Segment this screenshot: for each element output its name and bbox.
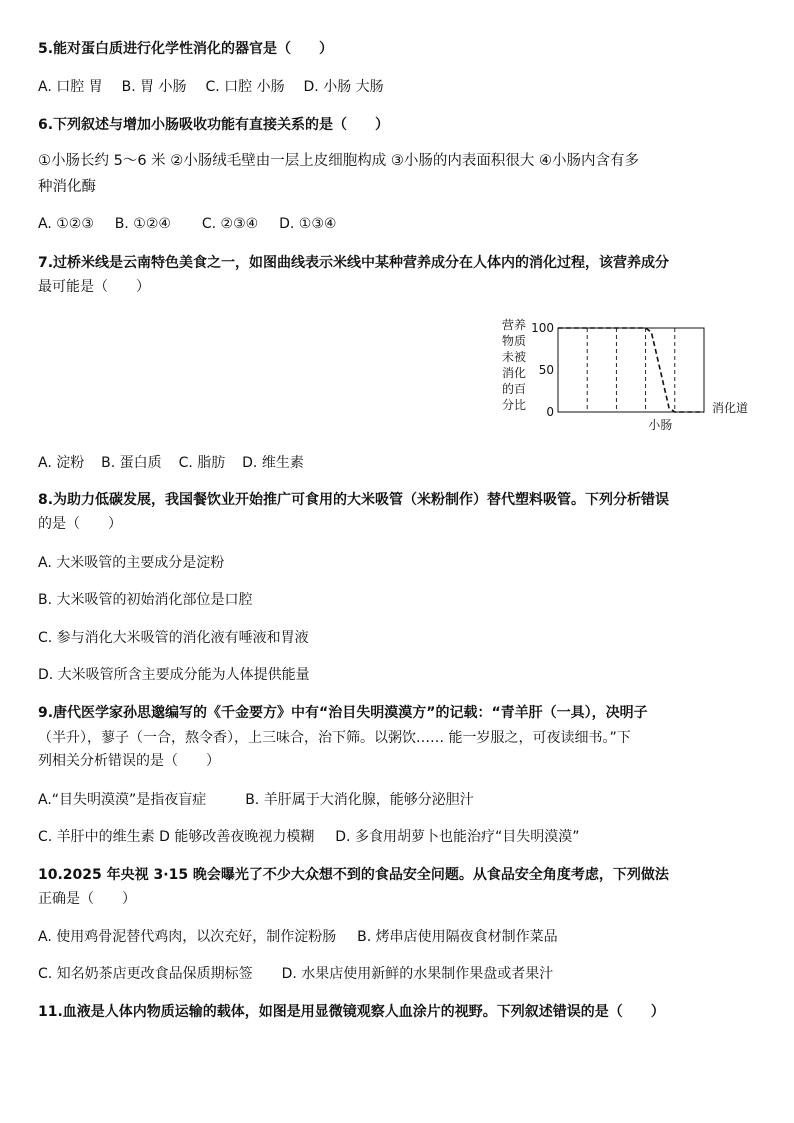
q10-option-b: B. 烤串店使用隔夜食材制作菜品 (357, 929, 558, 945)
chart-y-axis-label (502, 317, 526, 412)
q6-statement-line2: 种消化酶 (38, 179, 96, 195)
q10-stem-line1: 10.2025 年央视 3·15 晚会曝光了不少大众想不到的食品安全问题。从食品安全角度考虑，下列做法 (38, 867, 669, 883)
q9-option-b: B. 羊肝属于大消化腺，能够分泌胆汁 (245, 792, 474, 808)
q8-option-a: A. 大米吸管的主要成分是淀粉 (38, 555, 225, 571)
q7-option-a: A. 淀粉 (38, 455, 85, 471)
q5-stem: 5.能对蛋白质进行化学性消化的器官是（ ） (38, 41, 334, 57)
q7-option-b: B. 蛋白质 (101, 455, 162, 471)
chart-y-label-line: 未被 (502, 350, 527, 364)
q11-stem: 11.血液是人体内物质运输的载体，如图是用显微镜观察人血涂片的视野。下列叙述错误的是（ ） (38, 1004, 665, 1020)
q7-option-c: C. 脂肪 (178, 455, 226, 471)
q8-option-b: B. 大米吸管的初始消化部位是口腔 (38, 592, 253, 608)
q9-stem-line1: 9.唐代医学家孙思邈编写的《千金要方》中有“治目失明漠漠方”的记载：“青羊肝（一具），决明子 (38, 705, 648, 721)
chart-series-line (558, 328, 704, 412)
q9-options-row1 (38, 791, 474, 809)
q7-options (38, 454, 304, 472)
q8-stem-line2: 的是（ ） (38, 516, 122, 532)
q7-stem-line2: 最可能是（ ） (38, 279, 150, 295)
q7-stem-line1: 7.过桥米线是云南特色美食之一，如图曲线表示米线中某种营养成分在人体内的消化过程，该营养成分 (38, 255, 670, 271)
q5-option-d: D. 小肠 大肠 (303, 79, 384, 95)
chart-region-label: 小肠 (648, 418, 673, 432)
q8-stem-line1: 8.为助力低碳发展，我国餐饮业开始推广可食用的大米吸管（米粉制作）替代塑料吸管。下列分析错误 (38, 492, 670, 508)
q10-options-row1 (38, 928, 558, 946)
chart-y-tick-label: 50 (538, 363, 554, 377)
q6-options (38, 215, 336, 233)
digestion-chart (500, 315, 790, 440)
chart-segment-dividers (587, 328, 675, 412)
chart-y-label-line: 营养 (502, 318, 527, 332)
chart-y-tick-label: 100 (531, 321, 554, 335)
q10-options-row2 (38, 965, 553, 983)
chart-y-tick-label: 0 (546, 405, 554, 419)
q9-stem-line2: （半升），蓼子（一合，熬令香），上三味合，治下筛。以粥饮…… 能一岁服之，可夜读细书。”下 (38, 730, 631, 746)
chart-y-ticks (531, 321, 554, 419)
q6-option-d: D. ①③④ (279, 216, 337, 232)
q10-stem-line2: 正确是（ ） (38, 891, 136, 907)
q5-option-a: A. 口腔 胃 (38, 79, 103, 95)
q9-options-row2 (38, 828, 579, 846)
chart-y-label-line: 的百 (502, 382, 527, 396)
q9-option-a: A.“目失明漠漠”是指夜盲症 (38, 792, 207, 808)
q7-option-d: D. 维生素 (242, 455, 304, 471)
q10-option-d: D. 水果店使用新鲜的水果制作果盘或者果汁 (281, 966, 554, 982)
chart-y-label-line: 分比 (502, 398, 527, 412)
chart-plot-frame (558, 328, 704, 412)
q5-option-c: C. 口腔 小肠 (205, 79, 285, 95)
q5-option-b: B. 胃 小肠 (121, 79, 187, 95)
q8-option-c: C. 参与消化大米吸管的消化液有唾液和胃液 (38, 630, 309, 646)
chart-y-label-line: 物质 (502, 334, 527, 348)
q10-option-c: C. 知名奶茶店更改食品保质期标签 (38, 966, 253, 982)
chart-x-axis-label: 消化道 (712, 401, 749, 415)
q6-option-c: C. ②③④ (201, 216, 259, 232)
q9-stem-line3: 列相关分析错误的是（ ） (38, 753, 220, 769)
q5-options (38, 78, 384, 96)
q9-option-c: C. 羊肝中的维生素 D 能够改善夜晚视力模糊 (38, 829, 315, 845)
q10-option-a: A. 使用鸡骨泥替代鸡肉，以次充好，制作淀粉肠 (38, 929, 337, 945)
q6-option-b: B. ①②④ (114, 216, 171, 232)
q9-option-d: D. 多食用胡萝卜也能治疗“目失明漠漠” (335, 829, 580, 845)
q6-option-a: A. ①②③ (38, 216, 94, 232)
chart-y-label-line: 消化 (502, 366, 527, 380)
q8-option-d: D. 大米吸管所含主要成分能为人体提供能量 (38, 667, 310, 683)
q6-stem: 6.下列叙述与增加小肠吸收功能有直接关系的是（ ） (38, 117, 390, 133)
q6-statement-line1: ①小肠长约 5～6 米 ②小肠绒毛壁由一层上皮细胞构成 ③小肠的内表面积很大 ④小肠内含有多 (38, 153, 639, 169)
